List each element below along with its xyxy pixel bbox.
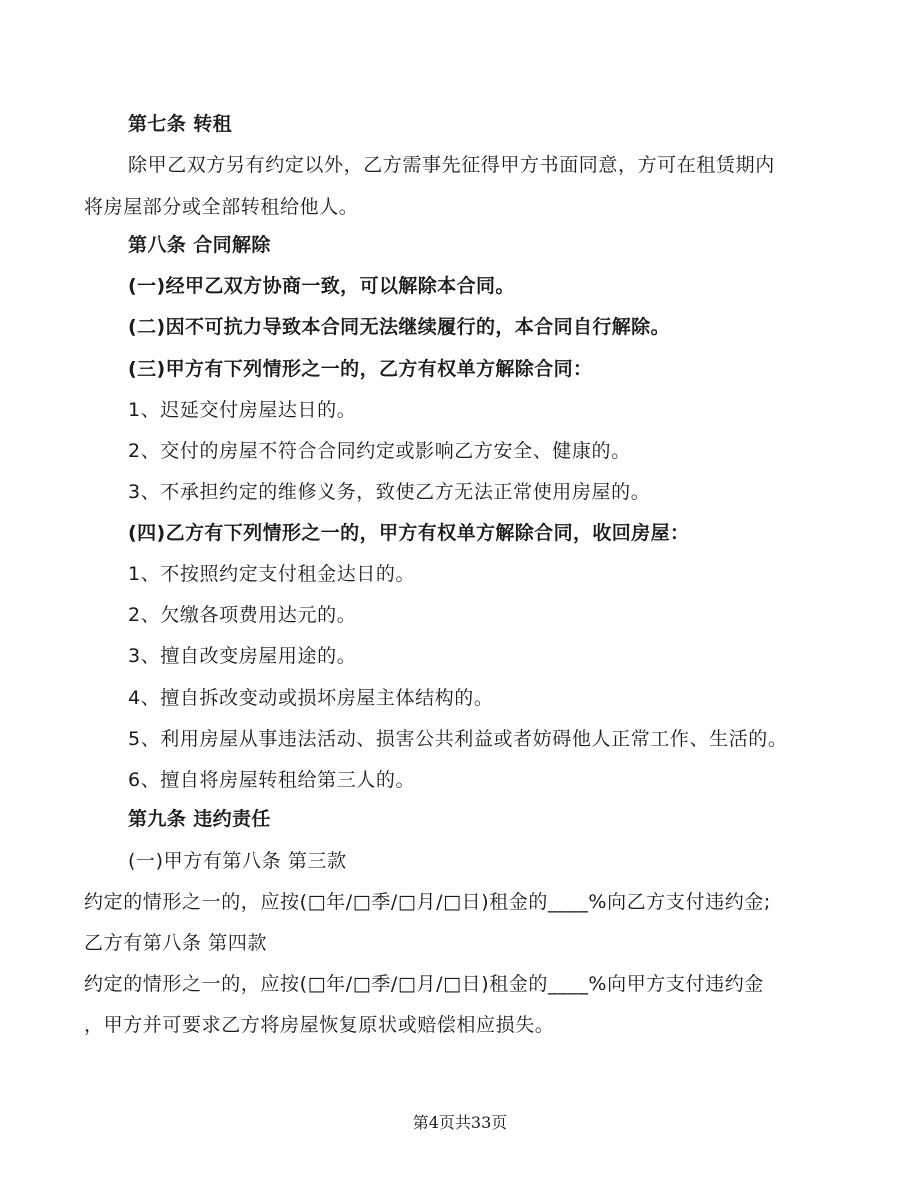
article8-item2: (二)因不可抗力导致本合同无法继续履行的，本合同自行解除。	[128, 316, 670, 338]
article7-paragraph-line2: 将房屋部分或全部转租给他人。	[84, 196, 359, 218]
article8-item4-sub2: 2、欠缴各项费用达元的。	[128, 604, 357, 626]
article9-line3: 乙方有第八条 第四款	[84, 932, 268, 954]
article8-item1: (一)经甲乙双方协商一致，可以解除本合同。	[128, 275, 515, 297]
article9-line4: 约定的情形之一的，应按(□年/□季/□月/□日)租金的____%向甲方支付违约金	[84, 973, 764, 995]
article8-item3-sub3: 3、不承担约定的维修义务，致使乙方无法正常使用房屋的。	[128, 481, 651, 503]
article8-item3-sub1: 1、迟延交付房屋达日的。	[128, 399, 357, 421]
article8-item4-sub5: 5、利用房屋从事违法活动、损害公共利益或者妨碍他人正常工作、生活的。	[128, 728, 788, 750]
article7-paragraph-line1: 除甲乙双方另有约定以外，乙方需事先征得甲方书面同意，方可在租赁期内	[128, 154, 775, 176]
article9-heading: 第九条 违约责任	[128, 808, 271, 830]
article8-item4-sub6: 6、擅自将房屋转租给第三人的。	[128, 769, 416, 791]
article8-item4-sub4: 4、擅自拆改变动或损坏房屋主体结构的。	[128, 687, 494, 709]
article8-heading: 第八条 合同解除	[128, 234, 271, 256]
article8-item4-sub1: 1、不按照约定支付租金达日的。	[128, 563, 416, 585]
page-number-footer: 第4页共33页	[412, 1113, 508, 1132]
article8-item4-sub3: 3、擅自改变房屋用途的。	[128, 645, 357, 667]
article9-line2: 约定的情形之一的，应按(□年/□季/□月/□日)租金的____%向乙方支付违约金;	[84, 891, 771, 913]
article8-item3-sub2: 2、交付的房屋不符合合同约定或影响乙方安全、健康的。	[128, 440, 631, 462]
article8-item3: (三)甲方有下列情形之一的，乙方有权单方解除合同：	[128, 358, 593, 380]
article7-heading: 第七条 转租	[128, 113, 233, 135]
article8-item4: (四)乙方有下列情形之一的，甲方有权单方解除合同，收回房屋：	[128, 522, 690, 544]
article9-line1: (一)甲方有第八条 第三款	[128, 850, 347, 872]
article9-line5: ，甲方并可要求乙方将房屋恢复原状或赔偿相应损失。	[84, 1014, 555, 1036]
